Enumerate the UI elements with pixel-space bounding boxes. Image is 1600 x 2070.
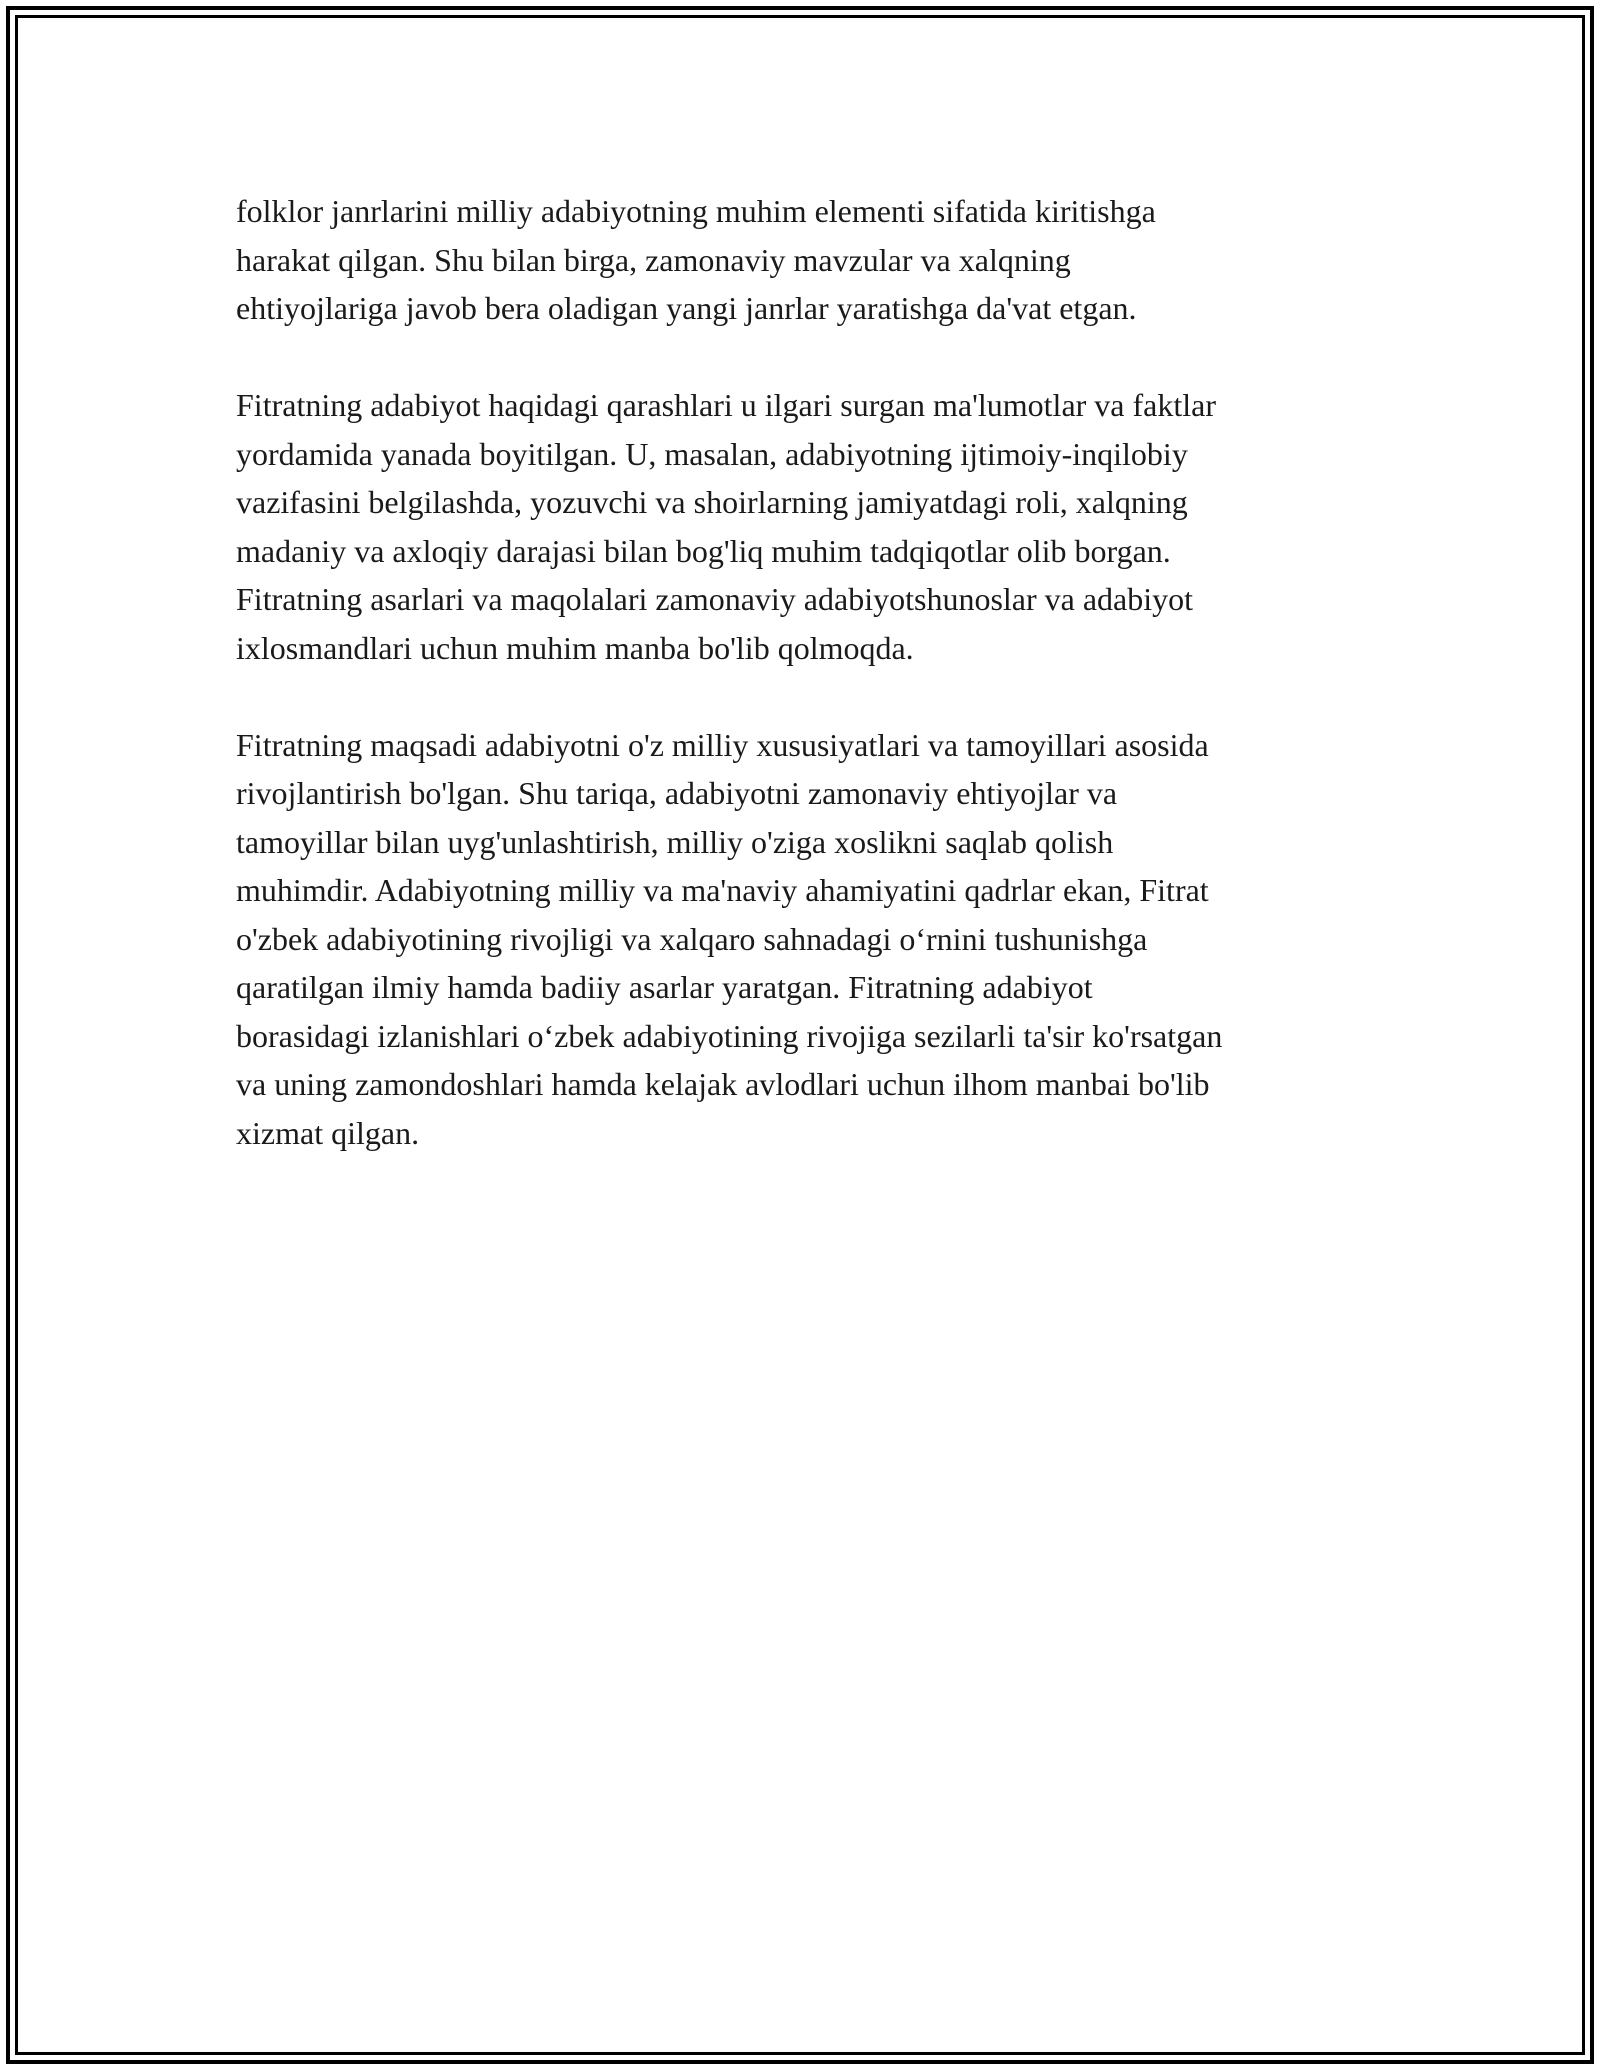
paragraph-folklor-janrlari: folklor janrlarini milliy adabiyotning muhim elementi sifatida kiritishga harakat qilgan. Shu bilan birga, zamonaviy mavzular va xalqning ehtiyojlariga javob bera oladigan yangi janrlar yaratishga da'vat etgan. xyxy=(236,193,1156,326)
document-body xyxy=(236,187,1386,1157)
paragraph-adabiyot-qarashlari: Fitratning adabiyot haqidagi qarashlari u ilgari surgan ma'lumotlar va faktlar yordamida yanada boyitilgan. U, masalan, adabiyotning ijtimoiy-inqilobiy vazifasini belgilashda, yozuvchi va shoirlarning jamiyatdagi roli, xalqning madaniy va axloqiy darajasi bilan bog'liq muhim tadqiqotlar olib borgan. Fitratning asarlari va maqolalari zamonaviy adabiyotshunoslar va adabiyot ixlosmandlari uchun muhim manba bo'lib qolmoqda. xyxy=(236,387,1216,666)
paragraph-fitrat-maqsadi: Fitratning maqsadi adabiyotni o'z milliy xususiyatlari va tamoyillari asosida rivojlantirish bo'lgan. Shu tariqa, adabiyotni zamonaviy ehtiyojlar va tamoyillar bilan uyg'unlashtirish, milliy o'ziga xoslikni saqlab qolish muhimdir. Adabiyotning milliy va ma'naviy ahamiyatini qadrlar ekan, Fitrat o'zbek adabiyotining rivojligi va xalqaro sahnadagi o‘rnini tushunishga qaratilgan ilmiy hamda badiiy asarlar yaratgan. Fitratning adabiyot borasidagi izlanishlari o‘zbek adabiyotining rivojiga sezilarli ta'sir ko'rsatgan va uning zamondoshlari hamda kelajak avlodlari uchun ilhom manbai bo'lib xizmat qilgan. xyxy=(236,726,1223,1151)
